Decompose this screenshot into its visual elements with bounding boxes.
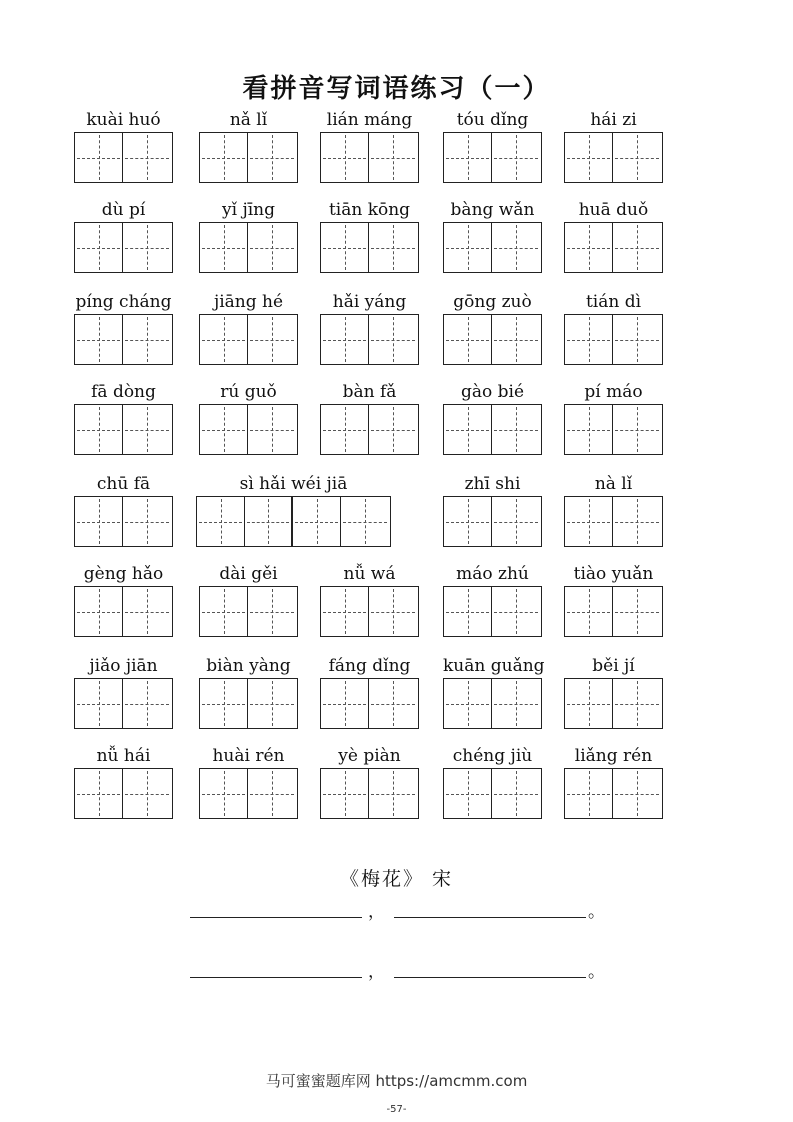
page-number: -57- — [386, 1104, 407, 1115]
tianzige-boxes — [320, 586, 419, 637]
writing-cell[interactable] — [444, 587, 492, 636]
word-item — [199, 292, 298, 368]
pinyin-label: rú guǒ — [220, 382, 277, 402]
tianzige-boxes — [199, 586, 298, 637]
pinyin-label: tiān kōng — [328, 200, 411, 220]
writing-cell[interactable] — [492, 587, 540, 636]
tianzige-boxes — [443, 222, 542, 273]
pinyin-label: tián dì — [585, 292, 642, 312]
tianzige-boxes — [74, 132, 173, 183]
poem-line-2 — [190, 954, 610, 982]
word-item — [443, 200, 542, 276]
pinyin-label: chéng jiù — [452, 746, 533, 766]
word-item — [564, 656, 663, 732]
writing-cell[interactable] — [75, 769, 123, 818]
writing-cell[interactable] — [197, 497, 245, 546]
writing-cell[interactable] — [565, 769, 613, 818]
word-item — [199, 564, 298, 640]
writing-cell[interactable] — [75, 497, 123, 546]
writing-cell[interactable] — [492, 133, 540, 182]
pinyin-label: běi jí — [592, 656, 635, 676]
pinyin-label: dài gěi — [219, 564, 278, 584]
writing-cell[interactable] — [565, 587, 613, 636]
writing-cell[interactable] — [492, 223, 540, 272]
writing-cell[interactable] — [369, 405, 417, 454]
writing-cell[interactable] — [369, 587, 417, 636]
word-item — [443, 564, 542, 640]
pinyin-label: kuài huó — [86, 110, 161, 130]
word-item — [443, 746, 542, 822]
pinyin-label: kuān guǎng — [443, 656, 545, 676]
writing-cell[interactable] — [565, 315, 613, 364]
pinyin-label: máo zhú — [456, 564, 529, 584]
pinyin-label: hái zi — [590, 110, 637, 130]
word-item — [320, 200, 419, 276]
footer-site: 马可蜜蜜题库网 https://amcmm.com — [265, 1072, 528, 1090]
tianzige-boxes — [564, 496, 663, 547]
writing-cell[interactable] — [123, 133, 171, 182]
tianzige-boxes — [199, 132, 298, 183]
pinyin-label: zhī shi — [464, 474, 521, 494]
pinyin-label: nǚ wá — [343, 564, 396, 584]
pinyin-label: gào bié — [460, 382, 525, 402]
writing-cell[interactable] — [248, 315, 296, 364]
writing-cell[interactable] — [321, 769, 369, 818]
poem-line-1 — [190, 894, 610, 922]
word-item — [199, 382, 298, 458]
writing-cell[interactable] — [369, 133, 417, 182]
pinyin-label: yè piàn — [338, 746, 401, 766]
tianzige-boxes — [443, 678, 542, 729]
pinyin-label: chū fā — [96, 474, 151, 494]
word-item — [199, 746, 298, 822]
pinyin-label: fā dòng — [91, 382, 156, 402]
writing-cell[interactable] — [444, 315, 492, 364]
tianzige-boxes — [443, 496, 542, 547]
tianzige-boxes — [74, 678, 173, 729]
writing-cell[interactable] — [492, 405, 540, 454]
writing-cell[interactable] — [123, 769, 171, 818]
tianzige-boxes — [320, 678, 419, 729]
pinyin-label: nà lǐ — [594, 474, 633, 494]
poem-title: 《梅花》 宋 — [339, 868, 454, 890]
writing-cell[interactable] — [369, 315, 417, 364]
word-item — [564, 200, 663, 276]
word-item — [564, 474, 663, 550]
pinyin-label: bàn fǎ — [342, 382, 397, 402]
comma: ， — [368, 962, 385, 982]
writing-cell[interactable] — [444, 679, 492, 728]
writing-cell[interactable] — [75, 679, 123, 728]
writing-cell[interactable] — [200, 223, 248, 272]
pinyin-label: huā duǒ — [578, 200, 649, 220]
writing-cell[interactable] — [565, 497, 613, 546]
writing-cell[interactable] — [565, 679, 613, 728]
word-item — [320, 382, 419, 458]
pinyin-label: bàng wǎn — [450, 200, 535, 220]
pinyin-label: tiào yuǎn — [573, 564, 654, 584]
answer-blank[interactable] — [190, 977, 362, 978]
tianzige-boxes — [443, 404, 542, 455]
writing-cell[interactable] — [248, 405, 296, 454]
tianzige-boxes — [564, 404, 663, 455]
writing-cell[interactable] — [123, 587, 171, 636]
pinyin-label: pí máo — [584, 382, 643, 402]
writing-cell[interactable] — [613, 315, 661, 364]
writing-cell[interactable] — [75, 223, 123, 272]
writing-cell[interactable] — [444, 497, 492, 546]
word-item — [443, 292, 542, 368]
writing-cell[interactable] — [248, 679, 296, 728]
writing-cell[interactable] — [123, 405, 171, 454]
writing-cell[interactable] — [321, 679, 369, 728]
pinyin-label: nǎ lǐ — [229, 110, 268, 130]
pinyin-label: jiāng hé — [213, 292, 284, 312]
writing-cell[interactable] — [321, 223, 369, 272]
writing-cell[interactable] — [293, 497, 341, 546]
word-item — [443, 474, 542, 550]
writing-cell[interactable] — [341, 497, 389, 546]
word-item — [443, 110, 542, 186]
word-item — [199, 200, 298, 276]
tianzige-boxes — [196, 496, 391, 547]
pinyin-label: tóu dǐng — [456, 110, 529, 130]
tianzige-boxes — [320, 768, 419, 819]
tianzige-boxes — [564, 132, 663, 183]
writing-cell[interactable] — [200, 679, 248, 728]
writing-cell[interactable] — [613, 405, 661, 454]
pinyin-label: huài rén — [212, 746, 285, 766]
writing-cell[interactable] — [492, 315, 540, 364]
tianzige-boxes — [564, 768, 663, 819]
writing-cell[interactable] — [369, 679, 417, 728]
worksheet-title: 看拼音写词语练习（一） — [242, 74, 551, 104]
writing-cell[interactable] — [321, 315, 369, 364]
writing-cell[interactable] — [123, 497, 171, 546]
pinyin-label: gèng hǎo — [83, 564, 164, 584]
writing-cell[interactable] — [492, 679, 540, 728]
writing-cell[interactable] — [75, 405, 123, 454]
pinyin-label: gōng zuò — [453, 292, 532, 312]
word-item — [564, 382, 663, 458]
writing-cell[interactable] — [613, 679, 661, 728]
pinyin-label: yǐ jīng — [222, 200, 275, 220]
word-item — [74, 110, 173, 186]
period: 。 — [588, 962, 605, 982]
writing-cell[interactable] — [321, 133, 369, 182]
writing-cell[interactable] — [613, 769, 661, 818]
word-item — [564, 564, 663, 640]
writing-cell[interactable] — [492, 769, 540, 818]
writing-cell[interactable] — [613, 223, 661, 272]
tianzige-boxes — [443, 132, 542, 183]
word-item — [443, 656, 545, 732]
word-item — [199, 656, 298, 732]
word-item — [74, 292, 173, 368]
tianzige-boxes — [74, 496, 173, 547]
pinyin-label: hǎi yáng — [332, 292, 407, 312]
pinyin-label: sì hǎi wéi jiā — [239, 474, 348, 494]
word-item — [74, 474, 173, 550]
pinyin-label: fáng dǐng — [328, 656, 411, 676]
writing-cell[interactable] — [444, 769, 492, 818]
tianzige-boxes — [320, 314, 419, 365]
pinyin-label: nǚ hái — [96, 746, 151, 766]
word-item — [564, 110, 663, 186]
tianzige-boxes — [199, 678, 298, 729]
writing-cell[interactable] — [200, 769, 248, 818]
tianzige-boxes — [320, 222, 419, 273]
word-item — [74, 382, 173, 458]
writing-cell[interactable] — [200, 133, 248, 182]
tianzige-boxes — [320, 132, 419, 183]
writing-cell[interactable] — [613, 587, 661, 636]
word-item — [74, 564, 173, 640]
writing-cell[interactable] — [321, 405, 369, 454]
writing-cell[interactable] — [200, 587, 248, 636]
writing-cell[interactable] — [444, 223, 492, 272]
answer-blank[interactable] — [394, 977, 586, 978]
writing-cell[interactable] — [321, 587, 369, 636]
writing-cell[interactable] — [75, 133, 123, 182]
tianzige-boxes — [320, 404, 419, 455]
writing-cell[interactable] — [248, 223, 296, 272]
comma: ， — [368, 902, 385, 922]
answer-blank[interactable] — [394, 917, 586, 918]
pinyin-label: píng cháng — [75, 292, 172, 312]
tianzige-boxes — [564, 586, 663, 637]
writing-cell[interactable] — [123, 679, 171, 728]
word-item — [320, 746, 419, 822]
word-item — [564, 746, 663, 822]
word-item — [320, 110, 419, 186]
tianzige-boxes — [199, 768, 298, 819]
writing-cell[interactable] — [200, 315, 248, 364]
writing-cell[interactable] — [248, 587, 296, 636]
pinyin-label: jiǎo jiān — [89, 656, 158, 676]
word-item — [196, 474, 391, 550]
period: 。 — [588, 902, 605, 922]
tianzige-boxes — [199, 314, 298, 365]
tianzige-boxes — [443, 768, 542, 819]
pinyin-label: dù pí — [101, 200, 146, 220]
writing-cell[interactable] — [75, 587, 123, 636]
writing-cell[interactable] — [123, 315, 171, 364]
writing-cell[interactable] — [613, 497, 661, 546]
writing-cell[interactable] — [444, 405, 492, 454]
writing-cell[interactable] — [565, 223, 613, 272]
tianzige-boxes — [443, 314, 542, 365]
writing-cell[interactable] — [200, 405, 248, 454]
word-item — [320, 564, 419, 640]
tianzige-boxes — [564, 678, 663, 729]
tianzige-boxes — [74, 404, 173, 455]
tianzige-boxes — [74, 586, 173, 637]
writing-cell[interactable] — [565, 133, 613, 182]
tianzige-boxes — [74, 314, 173, 365]
writing-cell[interactable] — [248, 769, 296, 818]
writing-cell[interactable] — [245, 497, 293, 546]
word-item — [443, 382, 542, 458]
writing-cell[interactable] — [123, 223, 171, 272]
word-item — [320, 656, 419, 732]
tianzige-boxes — [443, 586, 542, 637]
writing-cell[interactable] — [444, 133, 492, 182]
word-item — [320, 292, 419, 368]
writing-cell[interactable] — [75, 315, 123, 364]
word-item — [199, 110, 298, 186]
pinyin-label: liǎng rén — [574, 746, 653, 766]
writing-cell[interactable] — [613, 133, 661, 182]
writing-cell[interactable] — [369, 769, 417, 818]
answer-blank[interactable] — [190, 917, 362, 918]
pinyin-label: lián máng — [326, 110, 413, 130]
tianzige-boxes — [74, 768, 173, 819]
writing-cell[interactable] — [248, 133, 296, 182]
tianzige-boxes — [564, 314, 663, 365]
tianzige-boxes — [199, 404, 298, 455]
word-item — [74, 746, 173, 822]
word-item — [74, 200, 173, 276]
word-item — [564, 292, 663, 368]
word-item — [74, 656, 173, 732]
writing-cell[interactable] — [565, 405, 613, 454]
tianzige-boxes — [199, 222, 298, 273]
tianzige-boxes — [564, 222, 663, 273]
writing-cell[interactable] — [492, 497, 540, 546]
writing-cell[interactable] — [369, 223, 417, 272]
pinyin-label: biàn yàng — [206, 656, 291, 676]
tianzige-boxes — [74, 222, 173, 273]
